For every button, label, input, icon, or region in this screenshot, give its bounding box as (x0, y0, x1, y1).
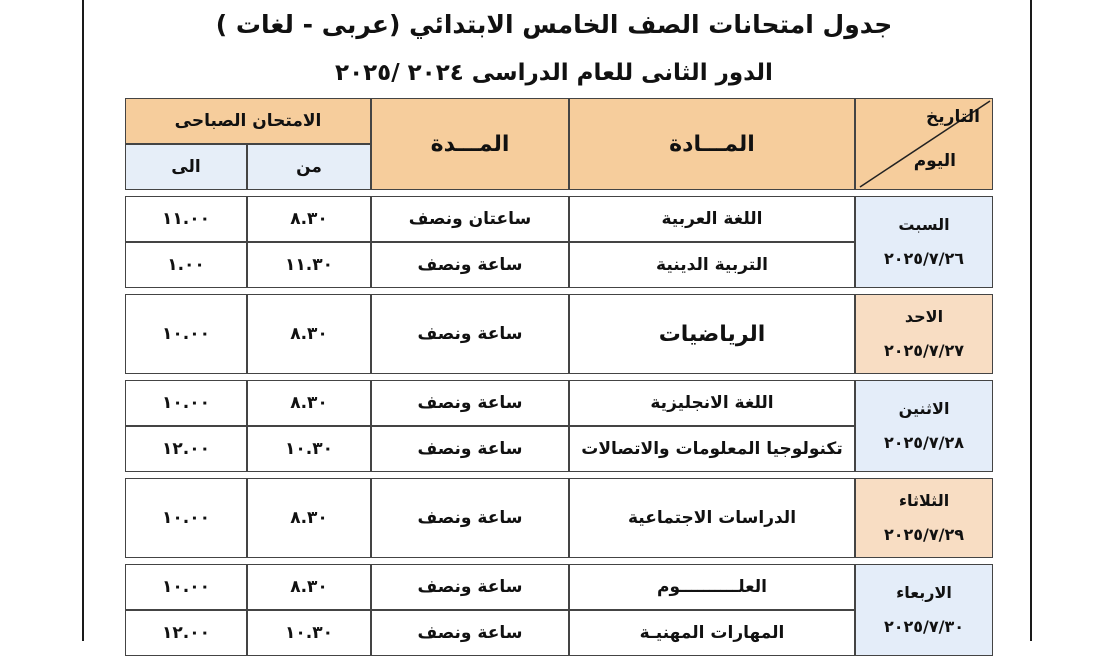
exam-end-time: ١٠.٠٠ (125, 294, 247, 374)
subject-header: المـــادة (569, 98, 855, 190)
exam-duration: ساعة ونصف (371, 380, 569, 426)
exam-subject: الرياضيات (569, 294, 855, 374)
exam-start-time: ٨.٣٠ (247, 478, 371, 558)
exam-end-time: ١٢.٠٠ (125, 610, 247, 656)
header-row (125, 98, 993, 144)
day-date: ٢٠٢٥/٧/٢٩ (883, 525, 965, 544)
exam-row (125, 196, 993, 242)
exam-end-time: ١٠.٠٠ (125, 478, 247, 558)
exam-subject: تكنولوجيا المعلومات والاتصالات (569, 426, 855, 472)
day-date-cell (855, 294, 993, 374)
duration-header: المـــدة (371, 98, 569, 190)
exam-start-time: ٨.٣٠ (247, 196, 371, 242)
exam-schedule-table (125, 98, 993, 656)
day-date-cell (855, 478, 993, 558)
exam-duration: ساعة ونصف (371, 478, 569, 558)
exam-subject: العلــــــــــوم (569, 564, 855, 610)
from-header: من (247, 144, 371, 190)
left-border-line (82, 0, 84, 641)
exam-start-time: ٨.٣٠ (247, 294, 371, 374)
exam-row (125, 294, 993, 374)
exam-end-time: ١١.٠٠ (125, 196, 247, 242)
day-name: الثلاثاء (898, 491, 950, 510)
exam-end-time: ١٠.٠٠ (125, 564, 247, 610)
exam-subject: اللغة الانجليزية (569, 380, 855, 426)
day-date: ٢٠٢٥/٧/٢٧ (883, 341, 965, 360)
day-date-cell (855, 196, 993, 288)
morning-exam-header: الامتحان الصباحى (125, 98, 371, 144)
date-label: التاريخ (926, 107, 980, 127)
page-title: جدول امتحانات الصف الخامس الابتدائي (عربى - لغات ) (215, 10, 893, 39)
day-label: اليوم (913, 151, 956, 171)
date-day-corner-cell (856, 99, 992, 189)
exam-duration: ساعة ونصف (371, 426, 569, 472)
exam-duration: ساعة ونصف (371, 294, 569, 374)
day-name: الاحد (904, 307, 944, 326)
exam-start-time: ٨.٣٠ (247, 380, 371, 426)
exam-end-time: ١٢.٠٠ (125, 426, 247, 472)
date-day-header (855, 98, 993, 190)
exam-subject: التربية الدينية (569, 242, 855, 288)
day-date-cell (855, 564, 993, 656)
exam-duration: ساعة ونصف (371, 610, 569, 656)
day-name: الاربعاء (896, 583, 952, 602)
exam-start-time: ١٠.٣٠ (247, 426, 371, 472)
right-border-line (1030, 0, 1032, 641)
exam-row (125, 564, 993, 610)
exam-start-time: ١٠.٣٠ (247, 610, 371, 656)
exam-end-time: ١.٠٠ (125, 242, 247, 288)
day-date: ٢٠٢٥/٧/٢٨ (883, 433, 965, 452)
page-subtitle: الدور الثانى للعام الدراسى ٢٠٢٤ /٢٠٢٥ (335, 60, 773, 86)
day-name: السبت (898, 215, 950, 234)
exam-start-time: ٨.٣٠ (247, 564, 371, 610)
day-date: ٢٠٢٥/٧/٣٠ (883, 617, 965, 636)
exam-start-time: ١١.٣٠ (247, 242, 371, 288)
exam-subject: المهارات المهنيـة (569, 610, 855, 656)
exam-duration: ساعة ونصف (371, 242, 569, 288)
day-date: ٢٠٢٥/٧/٢٦ (883, 249, 965, 268)
exam-subject: اللغة العربية (569, 196, 855, 242)
exam-end-time: ١٠.٠٠ (125, 380, 247, 426)
exam-duration: ساعة ونصف (371, 564, 569, 610)
day-name: الاثنين (898, 399, 950, 418)
exam-duration: ساعتان ونصف (371, 196, 569, 242)
exam-subject: الدراسات الاجتماعية (569, 478, 855, 558)
to-header: الى (125, 144, 247, 190)
exam-row (125, 380, 993, 426)
exam-row (125, 478, 993, 558)
day-date-cell (855, 380, 993, 472)
